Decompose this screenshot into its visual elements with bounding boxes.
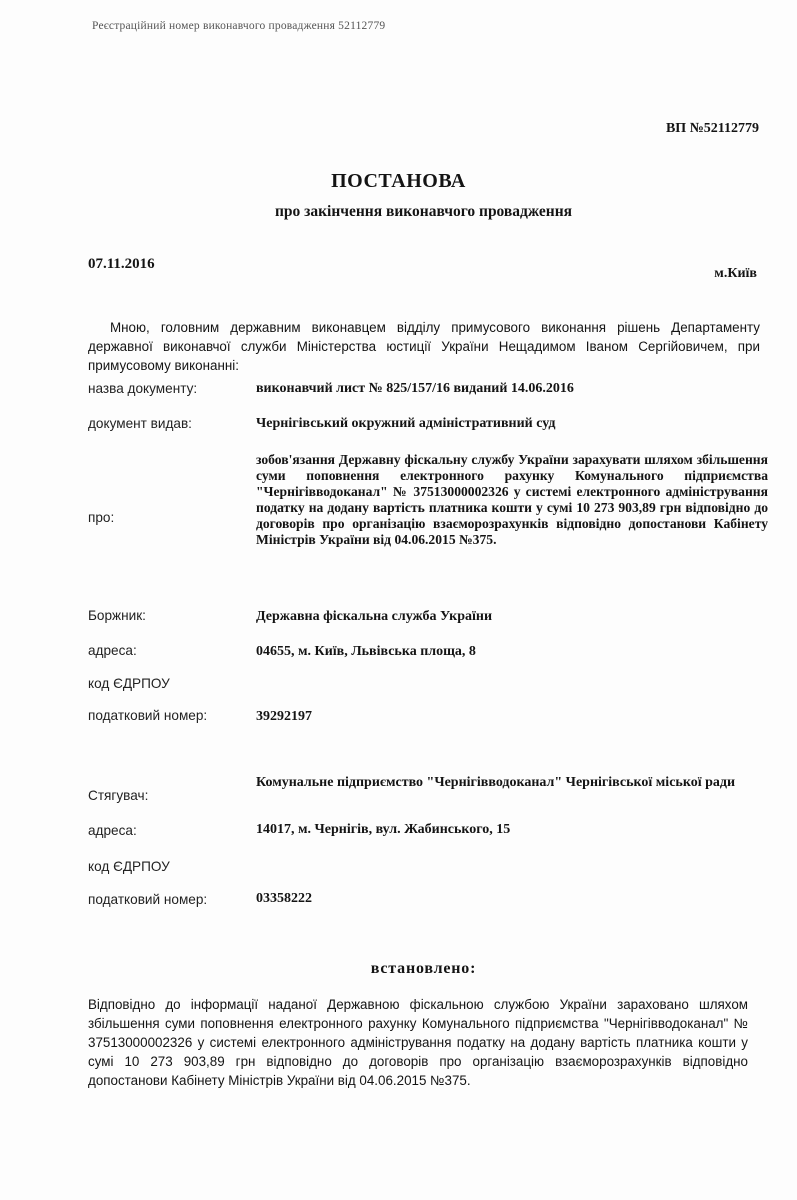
creditor-edrpou-label: код ЄДРПОУ bbox=[88, 859, 170, 874]
creditor-address-label: адреса: bbox=[88, 823, 137, 838]
document-city: м.Київ bbox=[714, 266, 757, 281]
creditor-name: Комунальне підприємство "Чернігівводоканал" Чернігівської міської ради bbox=[256, 775, 736, 790]
intro-paragraph: Мною, головним державним виконавцем відділу примусового виконання рішень Департаменту державної виконавчої служби Міністерства юстиції України Нещадимом Іваном Сергійовичем, при примусовому виконанні: bbox=[88, 320, 760, 373]
vp-number: ВП №52112779 bbox=[665, 121, 759, 136]
debtor-address: 04655, м. Київ, Львівська площа, 8 bbox=[256, 644, 476, 659]
debtor-address-label: адреса: bbox=[88, 643, 137, 658]
issued-by-value: Чернігівський окружний адміністративний суд bbox=[256, 416, 556, 431]
document-title: ПОСТАНОВА bbox=[331, 170, 466, 192]
debtor-label: Боржник: bbox=[88, 608, 146, 623]
established-paragraph: Відповідно до інформації наданої Державною фіскальною службою України зараховано шляхом збільшення суми поповнення електронного рахунку Комунального підприємства "Чернігівводоканал" № 37513000002326 у системі електронного адміністрування податку на додану вартість платника кошти у сумі 10 273 903,89 грн відповідно до договорів про організацію взаєморозрахунків відповідно допостанови Кабінету Міністрів України від 04.06.2015 №375. bbox=[88, 997, 748, 1088]
about-value: зобов'язання Державну фіскальну службу України зарахувати шляхом збільшення суми поповнення електронного рахунку Комунального підприємства "Чернігівводоканал" № 37513000002326 у системі електронного адміністрування податку на додану вартість платника кошти у сумі 10 273 903,89 грн відповідно до договорів про організацію взаєморозрахунків відповідно допостанови Кабінету Міністрів України від 04.06.2015 №375. bbox=[256, 452, 768, 547]
debtor-tax-number: 39292197 bbox=[256, 709, 312, 724]
established-heading: встановлено: bbox=[370, 960, 477, 977]
debtor-tax-label: податковий номер: bbox=[88, 708, 208, 723]
document-subtitle: про закінчення виконавчого провадження bbox=[274, 203, 573, 220]
doc-name-value: виконавчий лист № 825/157/16 виданий 14.06.2016 bbox=[256, 381, 574, 396]
doc-name-label: назва документу: bbox=[88, 381, 198, 396]
issued-by-label: документ видав: bbox=[88, 416, 192, 431]
creditor-label: Стягувач: bbox=[88, 788, 149, 803]
registration-line: Реєстраційний номер виконавчого провадження 52112779 bbox=[92, 20, 386, 32]
debtor-name: Державна фіскальна служба України bbox=[256, 609, 493, 624]
debtor-edrpou-label: код ЄДРПОУ bbox=[88, 676, 170, 691]
about-label: про: bbox=[88, 510, 115, 525]
creditor-tax-number: 03358222 bbox=[256, 891, 312, 906]
creditor-address: 14017, м. Чернігів, вул. Жабинського, 15 bbox=[256, 822, 511, 837]
document-date: 07.11.2016 bbox=[88, 256, 155, 272]
creditor-tax-label: податковий номер: bbox=[88, 892, 208, 907]
